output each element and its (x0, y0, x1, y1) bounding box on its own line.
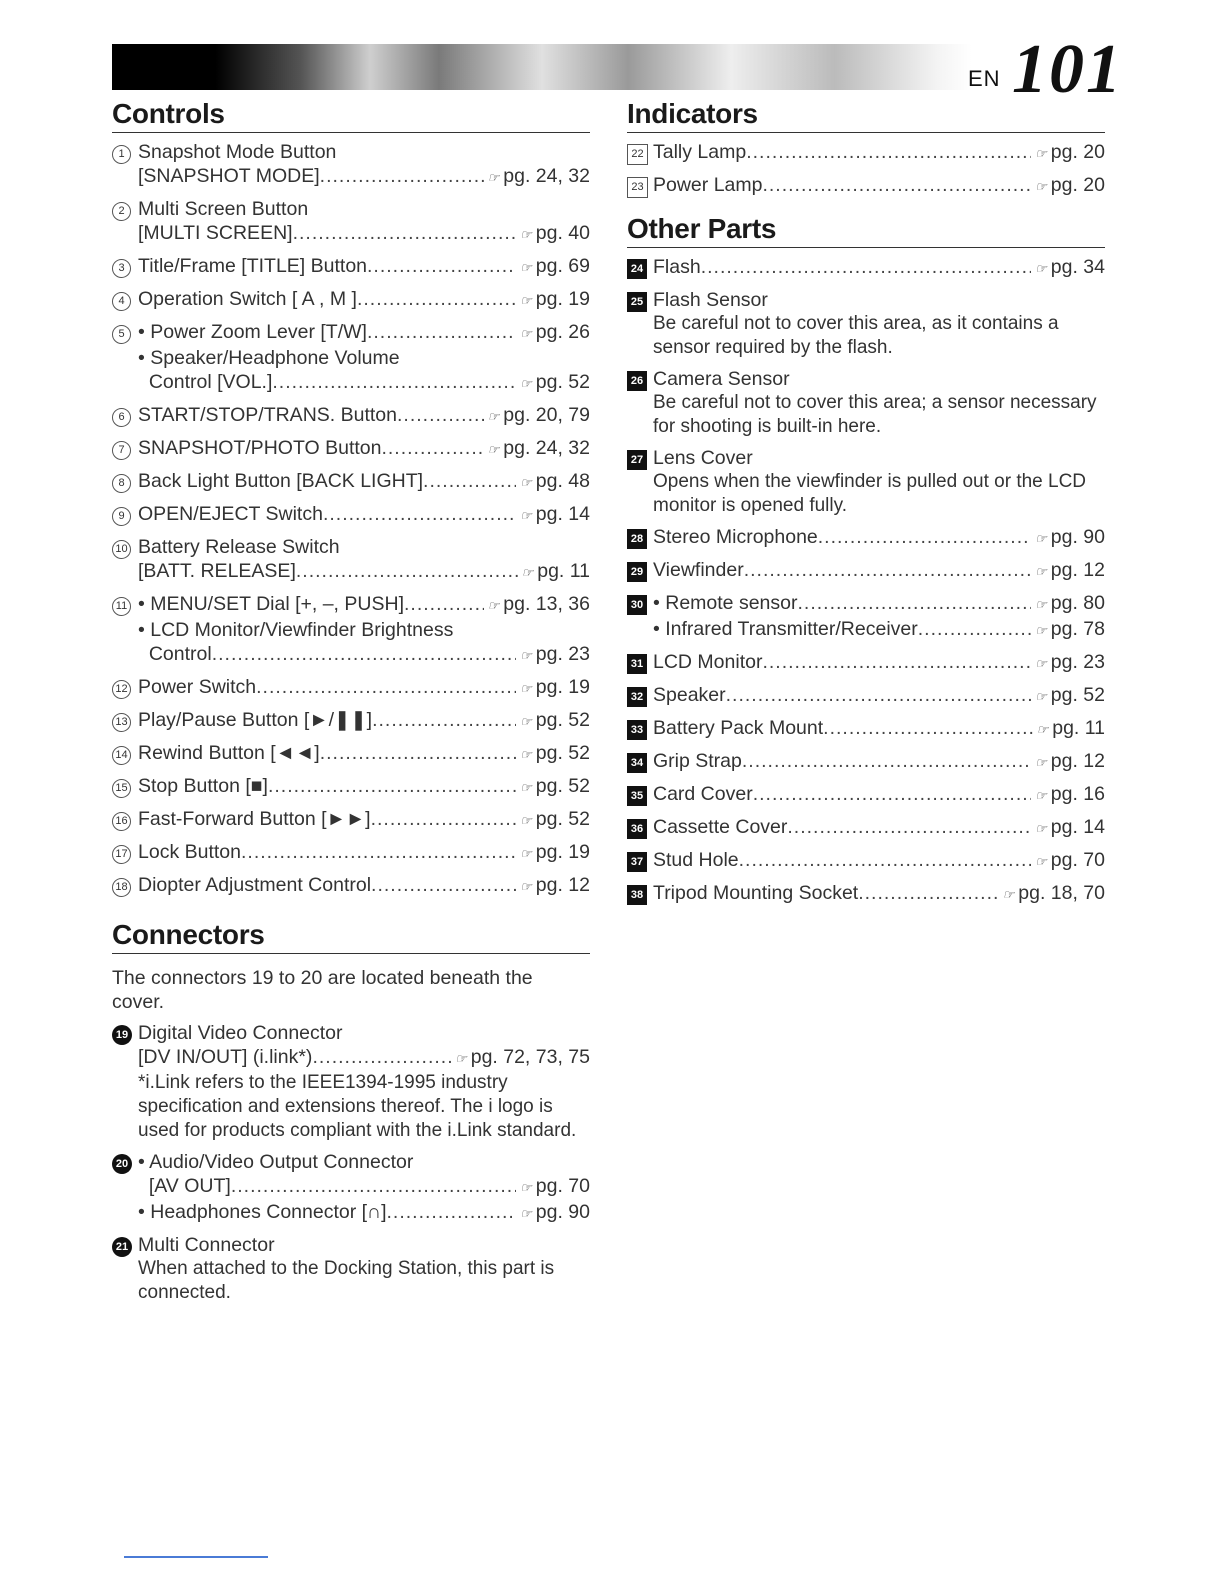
page-reference: pg. 12 (535, 874, 590, 896)
pointer-icon: ☞ (487, 170, 500, 185)
leader-dots (858, 881, 998, 905)
list-item (627, 173, 1105, 199)
item-number: 30 (627, 595, 647, 615)
item-number: 16 (112, 812, 131, 831)
connectors-heading: Connectors (112, 919, 590, 954)
item-label: SNAPSHOT/PHOTO Button (138, 437, 382, 459)
page-reference: pg. 13, 36 (503, 593, 590, 615)
list-item (112, 840, 590, 866)
item-label: Control (138, 643, 212, 665)
item-number: 17 (112, 845, 131, 864)
item-number: 25 (627, 292, 647, 312)
list-item (112, 741, 590, 767)
item-number: 38 (627, 885, 647, 905)
item-label: Lens Cover (653, 447, 753, 469)
list-item (627, 558, 1105, 584)
pointer-icon: ☞ (1002, 887, 1015, 902)
page-reference: pg. 90 (535, 1201, 590, 1223)
pointer-icon: ☞ (1035, 531, 1047, 546)
page-reference: pg. 34 (1050, 256, 1105, 278)
pointer-icon: ☞ (1036, 722, 1049, 737)
leader-dots (746, 140, 1031, 164)
leader-dots (323, 502, 516, 526)
pointer-icon: ☞ (520, 747, 532, 762)
item-label: • Infrared Transmitter/Receiver (653, 618, 918, 640)
page-reference: pg. 12 (1050, 559, 1105, 581)
page-reference: pg. 26 (535, 321, 590, 343)
leader-dots (357, 287, 516, 311)
item-number: 37 (627, 852, 647, 872)
pointer-icon: ☞ (520, 508, 532, 523)
page-reference: pg. 16 (1050, 783, 1105, 805)
item-number: 15 (112, 779, 131, 798)
page-reference: pg. 72, 73, 75 (470, 1046, 590, 1068)
page-reference: pg. 24, 32 (503, 437, 590, 459)
item-number: 29 (627, 562, 647, 582)
item-label: Rewind Button [◄◄] (138, 742, 320, 764)
item-label: Stereo Microphone (653, 526, 818, 548)
item-number: 35 (627, 786, 647, 806)
item-description: *i.Link refers to the IEEE1394-1995 industry specification and extensions thereof. The i logo is used for products compliant with the i.Link standard. (138, 1072, 577, 1141)
pointer-icon: ☞ (520, 1180, 532, 1195)
item-number: 10 (112, 540, 131, 559)
leader-dots (231, 1174, 516, 1198)
item-label: • Audio/Video Output Connector (138, 1151, 414, 1173)
pointer-icon: ☞ (1035, 179, 1047, 194)
leader-dots (818, 525, 1031, 549)
list-item (112, 403, 590, 429)
page-reference: pg. 90 (1050, 526, 1105, 548)
list-item (627, 815, 1105, 841)
item-description: Be careful not to cover this area; a sensor necessary for shooting is built-in here. (653, 392, 1097, 437)
other-parts-list (627, 255, 1105, 907)
item-label: Diopter Adjustment Control (138, 874, 372, 896)
list-item (112, 592, 590, 668)
item-label: Lock Button (138, 841, 241, 863)
pointer-icon: ☞ (521, 565, 534, 580)
left-column (112, 98, 590, 1313)
leader-dots (397, 403, 484, 427)
pointer-icon: ☞ (520, 293, 532, 308)
leader-dots (762, 650, 1031, 674)
item-description: When attached to the Docking Station, this part is connected. (138, 1258, 555, 1303)
item-number: 36 (627, 819, 647, 839)
page-reference: pg. 52 (535, 371, 590, 393)
page-reference: pg. 52 (535, 808, 590, 830)
pointer-icon: ☞ (1035, 854, 1047, 869)
list-item (627, 782, 1105, 808)
item-label: Multi Connector (138, 1234, 275, 1256)
item-label: START/STOP/TRANS. Button (138, 404, 397, 426)
pointer-icon: ☞ (1035, 597, 1047, 612)
list-item (112, 807, 590, 833)
item-label: Card Cover (653, 783, 753, 805)
item-label: Cassette Cover (653, 816, 788, 838)
indicators-heading: Indicators (627, 98, 1105, 133)
pointer-icon: ☞ (1035, 261, 1047, 276)
pointer-icon: ☞ (455, 1051, 467, 1066)
leader-dots (296, 559, 518, 583)
list-item (112, 774, 590, 800)
list-item (112, 436, 590, 462)
page-reference: pg. 20 (1050, 141, 1105, 163)
pointer-icon: ☞ (520, 681, 532, 696)
page-reference: pg. 23 (535, 643, 590, 665)
list-item (112, 675, 590, 701)
leader-dots (212, 642, 516, 666)
list-item (112, 873, 590, 899)
item-number: 13 (112, 713, 131, 732)
item-number: 2 (112, 202, 131, 221)
list-item (627, 650, 1105, 676)
page-reference: pg. 19 (535, 676, 590, 698)
item-number: 14 (112, 746, 131, 765)
item-number: 8 (112, 474, 131, 493)
page-reference: pg. 11 (537, 560, 590, 582)
list-item (112, 469, 590, 495)
item-label: • LCD Monitor/Viewfinder Brightness (138, 619, 454, 641)
pointer-icon: ☞ (520, 780, 532, 795)
leader-dots (423, 469, 516, 493)
pointer-icon: ☞ (520, 475, 532, 490)
item-number: 9 (112, 507, 131, 526)
right-column (627, 98, 1105, 915)
pointer-icon: ☞ (520, 714, 532, 729)
item-number: 12 (112, 680, 131, 699)
page-reference: pg. 14 (535, 503, 590, 525)
pointer-icon: ☞ (520, 1206, 532, 1221)
item-number: 5 (112, 325, 131, 344)
item-number: 32 (627, 687, 647, 707)
item-label: Tally Lamp (653, 141, 747, 163)
controls-heading: Controls (112, 98, 590, 133)
page-reference: pg. 11 (1052, 717, 1105, 739)
list-item (112, 535, 590, 585)
item-number: 4 (112, 292, 131, 311)
list-item (627, 255, 1105, 281)
list-item (627, 288, 1105, 360)
pointer-icon: ☞ (1035, 146, 1047, 161)
pointer-icon: ☞ (1035, 821, 1047, 836)
pointer-icon: ☞ (520, 227, 532, 242)
item-label: Flash Sensor (653, 289, 768, 311)
leader-dots (797, 591, 1031, 615)
controls-list (112, 140, 590, 899)
pointer-icon: ☞ (1035, 656, 1047, 671)
list-item (627, 683, 1105, 709)
leader-dots (256, 675, 516, 699)
list-item (627, 716, 1105, 742)
pointer-icon: ☞ (1035, 564, 1047, 579)
pointer-icon: ☞ (487, 409, 500, 424)
leader-dots (404, 592, 484, 616)
item-number: 33 (627, 720, 647, 740)
list-item (112, 197, 590, 247)
pointer-icon: ☞ (1035, 755, 1047, 770)
item-number: 31 (627, 654, 647, 674)
item-description: Opens when the viewfinder is pulled out or the LCD monitor is opened fully. (653, 471, 1087, 516)
page-reference: pg. 48 (535, 470, 590, 492)
item-label: Power Lamp (653, 174, 763, 196)
pointer-icon: ☞ (520, 326, 532, 341)
item-label: • Headphones Connector [∩] (138, 1201, 387, 1223)
item-number: 7 (112, 441, 131, 460)
list-item (627, 525, 1105, 551)
page-reference: pg. 70 (535, 1175, 590, 1197)
pointer-icon: ☞ (520, 260, 532, 275)
item-label: • Speaker/Headphone Volume (138, 347, 400, 369)
leader-dots (371, 807, 517, 831)
item-label: Stud Hole (653, 849, 739, 871)
page-reference: pg. 20 (1050, 174, 1105, 196)
item-label: LCD Monitor (653, 651, 763, 673)
page-reference: pg. 70 (1050, 849, 1105, 871)
page-reference: pg. 69 (535, 255, 590, 277)
item-label: [SNAPSHOT MODE] (138, 165, 320, 187)
leader-dots (241, 840, 516, 864)
item-label: [BATT. RELEASE] (138, 560, 296, 582)
list-item (112, 1150, 590, 1226)
page-reference: pg. 52 (535, 742, 590, 764)
list-item (112, 140, 590, 190)
connectors-section (112, 919, 590, 1305)
page-reference: pg. 78 (1050, 618, 1105, 640)
controls-section (112, 98, 590, 899)
item-number: 23 (627, 177, 648, 198)
pointer-icon: ☞ (1035, 623, 1047, 638)
item-number: 3 (112, 259, 131, 278)
item-label: [DV IN/OUT] (i.link*) (138, 1046, 313, 1068)
item-label: Digital Video Connector (138, 1022, 343, 1044)
page-number: 101 (1012, 31, 1123, 108)
page-reference: pg. 80 (1050, 592, 1105, 614)
pointer-icon: ☞ (1035, 788, 1047, 803)
page-reference: pg. 52 (535, 775, 590, 797)
pointer-icon: ☞ (520, 813, 532, 828)
list-item (112, 254, 590, 280)
leader-dots (742, 749, 1031, 773)
item-number: 21 (112, 1237, 132, 1257)
item-label: Stop Button [■] (138, 775, 268, 797)
item-label: Flash (653, 256, 701, 278)
item-label: Multi Screen Button (138, 198, 309, 220)
item-label: [MULTI SCREEN] (138, 222, 293, 244)
list-item (112, 502, 590, 528)
footer-rule (124, 1556, 268, 1558)
leader-dots (371, 873, 516, 897)
list-item (112, 320, 590, 396)
leader-dots (739, 848, 1031, 872)
item-number: 18 (112, 878, 131, 897)
leader-dots (744, 558, 1031, 582)
item-number: 6 (112, 408, 131, 427)
list-item (627, 446, 1105, 518)
list-item (627, 749, 1105, 775)
leader-dots (293, 221, 517, 245)
page-reference: pg. 20, 79 (503, 404, 590, 426)
item-number: 20 (112, 1154, 132, 1174)
list-item (627, 367, 1105, 439)
leader-dots (762, 173, 1031, 197)
item-label: OPEN/EJECT Switch (138, 503, 323, 525)
item-label: • Power Zoom Lever [T/W] (138, 321, 367, 343)
leader-dots (367, 320, 516, 344)
item-label: • MENU/SET Dial [+, –, PUSH] (138, 593, 404, 615)
leader-dots (272, 370, 516, 394)
other-parts-heading: Other Parts (627, 213, 1105, 248)
list-item (627, 881, 1105, 907)
list-item (112, 708, 590, 734)
list-item (112, 1021, 590, 1143)
item-label: Grip Strap (653, 750, 742, 772)
item-number: 22 (627, 144, 648, 165)
item-label: Back Light Button [BACK LIGHT] (138, 470, 424, 492)
item-label: Play/Pause Button [►/❚❚] (138, 709, 373, 731)
page-reference: pg. 12 (1050, 750, 1105, 772)
leader-dots (320, 741, 516, 765)
pointer-icon: ☞ (1035, 689, 1047, 704)
list-item (627, 140, 1105, 166)
list-item (112, 1233, 590, 1305)
leader-dots (372, 708, 516, 732)
leader-dots (381, 436, 483, 460)
leader-dots (753, 782, 1031, 806)
connectors-list (112, 1021, 590, 1305)
header-banner (112, 44, 972, 90)
pointer-icon: ☞ (520, 376, 532, 391)
item-number: 26 (627, 371, 647, 391)
connectors-intro: The connectors 19 to 20 are located beneath the cover. (112, 967, 533, 1013)
leader-dots (823, 716, 1032, 740)
item-label: Speaker (653, 684, 726, 706)
pointer-icon: ☞ (487, 442, 500, 457)
leader-dots (701, 255, 1031, 279)
leader-dots (726, 683, 1031, 707)
item-label: Tripod Mounting Socket (653, 882, 859, 904)
item-number: 11 (112, 597, 131, 616)
pointer-icon: ☞ (520, 846, 532, 861)
page-reference: pg. 23 (1050, 651, 1105, 673)
other-parts-section (627, 213, 1105, 907)
page-reference: pg. 52 (1050, 684, 1105, 706)
item-label: Snapshot Mode Button (138, 141, 337, 163)
indicators-list (627, 140, 1105, 199)
item-label: Power Switch (138, 676, 257, 698)
language-code: EN (968, 66, 1001, 91)
item-number: 27 (627, 450, 647, 470)
pointer-icon: ☞ (487, 598, 500, 613)
list-item (627, 591, 1105, 643)
item-label: Battery Pack Mount (653, 717, 824, 739)
item-number: 28 (627, 529, 647, 549)
pointer-icon: ☞ (520, 879, 532, 894)
item-label: Control [VOL.] (138, 371, 273, 393)
pointer-icon: ☞ (520, 648, 532, 663)
item-description: Be careful not to cover this area, as it contains a sensor required by the flash. (653, 313, 1059, 358)
page-reference: pg. 19 (535, 841, 590, 863)
item-number: 19 (112, 1025, 132, 1045)
list-item (627, 848, 1105, 874)
page-reference: pg. 19 (535, 288, 590, 310)
leader-dots (787, 815, 1031, 839)
leader-dots (312, 1045, 451, 1069)
leader-dots (268, 774, 516, 798)
leader-dots (320, 164, 484, 188)
item-number: 34 (627, 753, 647, 773)
leader-dots (387, 1200, 517, 1224)
page-reference: pg. 24, 32 (503, 165, 590, 187)
item-label: Fast-Forward Button [►►] (138, 808, 371, 830)
item-number: 24 (627, 259, 647, 279)
list-item (112, 287, 590, 313)
leader-dots (367, 254, 516, 278)
page-reference: pg. 40 (535, 222, 590, 244)
item-label: Operation Switch [ A , M ] (138, 288, 357, 310)
item-label: Title/Frame [TITLE] Button (138, 255, 368, 277)
page-reference: pg. 52 (535, 709, 590, 731)
item-number: 1 (112, 145, 131, 164)
indicators-section (627, 98, 1105, 199)
leader-dots (918, 617, 1031, 641)
item-label: Battery Release Switch (138, 536, 340, 558)
item-label: Viewfinder (653, 559, 744, 581)
page-reference: pg. 18, 70 (1018, 882, 1105, 904)
item-label: [AV OUT] (138, 1175, 231, 1197)
item-label: Camera Sensor (653, 368, 790, 390)
page-reference: pg. 14 (1050, 816, 1105, 838)
item-label: • Remote sensor (653, 592, 798, 614)
